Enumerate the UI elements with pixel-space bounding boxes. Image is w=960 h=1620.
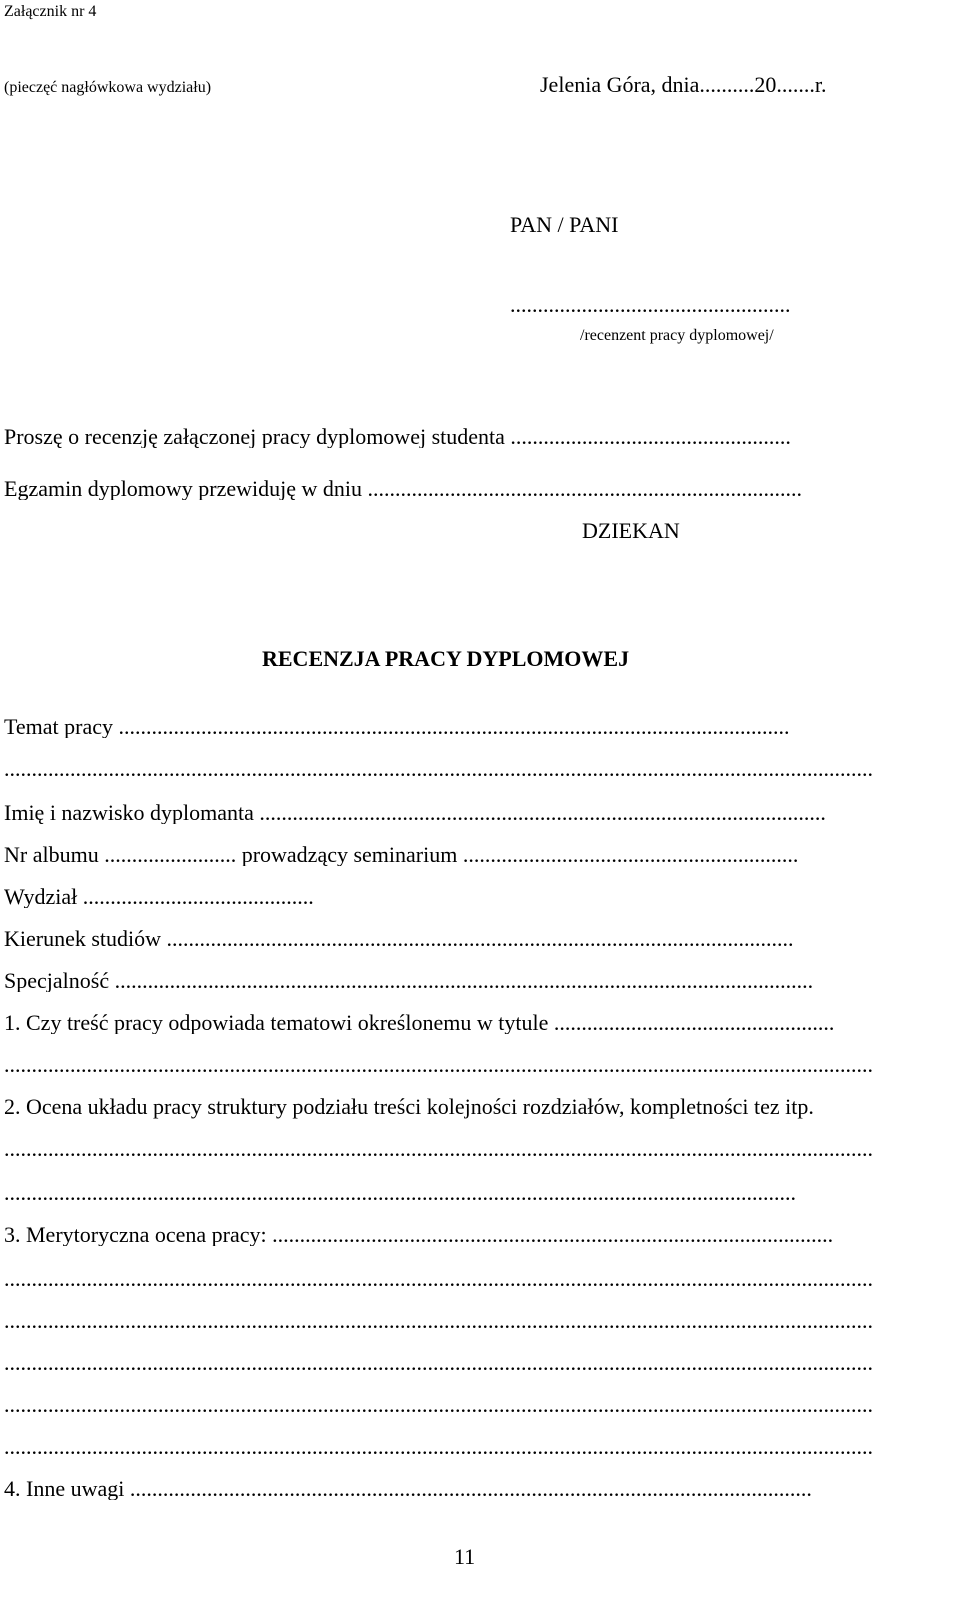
attachment-label: Załącznik nr 4: [4, 3, 97, 20]
album-supervisor-line: Nr albumu ........................ prowadzący seminarium .............................................................: [4, 844, 799, 866]
question-3-answer-line: ..............................................................................................................................................................: [4, 1394, 873, 1416]
question-3-answer-line: ..............................................................................................................................................................: [4, 1436, 873, 1458]
question-3: 3. Merytoryczna ocena pracy: ......................................................................................................: [4, 1224, 834, 1246]
dean-signature-label: DZIEKAN: [582, 518, 680, 543]
reviewer-caption: /recenzent pracy dyplomowej/: [580, 327, 774, 344]
thesis-topic-line: Temat pracy ..........................................................................................................................: [4, 716, 790, 738]
faculty-line: Wydział ..........................................: [4, 886, 314, 908]
thesis-topic-continuation: ..............................................................................................................................................................: [4, 758, 873, 780]
specialization-line: Specjalność ...............................................................................................................................: [4, 970, 814, 992]
question-1: 1. Czy treść pracy odpowiada tematowi określonemu w tytule ...................................................: [4, 1012, 835, 1034]
question-2-answer-line: ..............................................................................................................................................................: [4, 1138, 873, 1160]
field-of-study-line: Kierunek studiów ..................................................................................................................: [4, 928, 794, 950]
addressee-name-line: ...................................................: [510, 294, 791, 316]
student-name-line: Imię i nazwisko dyplomanta .......................................................................................................: [4, 802, 826, 824]
review-request-line: Proszę o recenzję załączonej pracy dyplomowej studenta ...................................................: [4, 426, 791, 448]
place-date: Jelenia Góra, dnia..........20.......r.: [540, 72, 827, 97]
page-number: 11: [454, 1544, 476, 1569]
question-2-answer-line: ................................................................................................................................................: [4, 1182, 796, 1204]
salutation: PAN / PANI: [510, 212, 619, 237]
review-title: RECENZJA PRACY DYPLOMOWEJ: [262, 646, 630, 671]
question-2: 2. Ocena układu pracy struktury podziału treści kolejności rozdziałów, kompletności tez itp.: [4, 1094, 814, 1119]
question-3-answer-line: ..............................................................................................................................................................: [4, 1268, 873, 1290]
question-1-answer-line: ..............................................................................................................................................................: [4, 1054, 873, 1076]
question-3-answer-line: ..............................................................................................................................................................: [4, 1310, 873, 1332]
stamp-placeholder: (pieczęć nagłówkowa wydziału): [4, 79, 212, 96]
exam-date-line: Egzamin dyplomowy przewiduję w dniu ...............................................................................: [4, 478, 803, 500]
question-4: 4. Inne uwagi ............................................................................................................................: [4, 1478, 812, 1500]
question-3-answer-line: ..............................................................................................................................................................: [4, 1352, 873, 1374]
